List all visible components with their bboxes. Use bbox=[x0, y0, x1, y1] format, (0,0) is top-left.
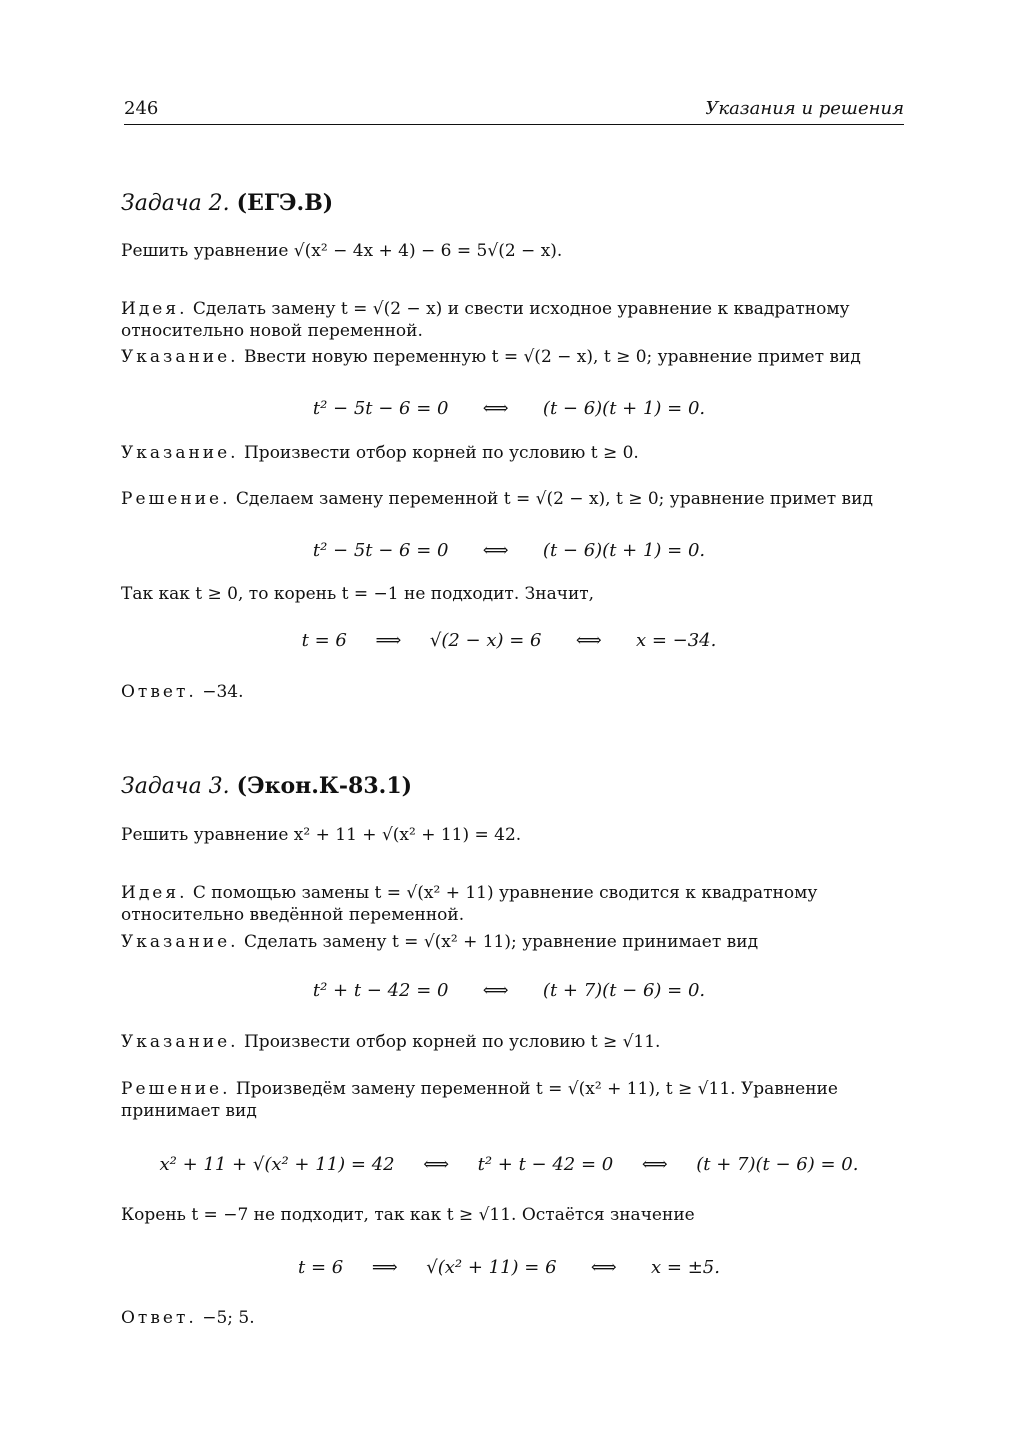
page-header bbox=[124, 98, 904, 125]
problem-2-title bbox=[121, 190, 333, 216]
solution-text: Сделаем замену переменной t = √(2 − x), t ≥ 0; уравнение примет вид bbox=[230, 489, 873, 509]
problem-2-idea bbox=[121, 298, 897, 342]
hint-text: Произвести отбор корней по условию t ≥ 0. bbox=[238, 443, 639, 463]
problem-2-answer bbox=[121, 681, 897, 703]
problem-3-number: Задача 3. bbox=[121, 774, 230, 799]
hint-text: Сделать замену t = √(x² + 11); уравнение принимает вид bbox=[238, 932, 759, 952]
problem-2-final-equation: t = 6 ⟹ √(2 − x) = 6 ⟺ x = −34. bbox=[301, 630, 717, 651]
hint-label: Указание. bbox=[121, 932, 239, 952]
problem-3-hint-1-equation: t² + t − 42 = 0 ⟺ (t + 7)(t − 6) = 0. bbox=[312, 980, 706, 1001]
problem-3-answer bbox=[121, 1307, 897, 1329]
solution-label: Решение. bbox=[121, 489, 231, 509]
idea-label: Идея. bbox=[121, 883, 188, 903]
problem-3-final-equation: t = 6 ⟹ √(x² + 11) = 6 ⟺ x = ±5. bbox=[298, 1257, 720, 1278]
problem-3-hint-2 bbox=[121, 1031, 897, 1053]
idea-text: Сделать замену t = √(2 − x) и свести исходное уравнение к квадратному относительно новой переменной. bbox=[121, 299, 850, 341]
answer-label: Ответ. bbox=[121, 682, 197, 702]
problem-3-idea bbox=[121, 882, 897, 926]
problem-2-since: Так как t ≥ 0, то корень t = −1 не подходит. Значит, bbox=[121, 584, 595, 604]
hint-label: Указание. bbox=[121, 347, 239, 367]
idea-label: Идея. bbox=[121, 299, 188, 319]
problem-3-root: Корень t = −7 не подходит, так как t ≥ √11. Остаётся значение bbox=[121, 1205, 695, 1225]
answer-text: −34. bbox=[196, 682, 244, 702]
problem-3-title bbox=[121, 773, 412, 799]
problem-2-statement: Решить уравнение √(x² − 4x + 4) − 6 = 5√(2 − x). bbox=[121, 241, 563, 261]
solution-label: Решение. bbox=[121, 1079, 231, 1099]
hint-label: Указание. bbox=[121, 443, 239, 463]
problem-2-hint-1-equation: t² − 5t − 6 = 0 ⟺ (t − 6)(t + 1) = 0. bbox=[312, 398, 706, 419]
running-title: Указания и решения bbox=[705, 98, 904, 119]
problem-2-solution-equation: t² − 5t − 6 = 0 ⟺ (t − 6)(t + 1) = 0. bbox=[312, 540, 706, 561]
answer-label: Ответ. bbox=[121, 1308, 197, 1328]
page-number: 246 bbox=[124, 98, 159, 119]
idea-text: С помощью замены t = √(x² + 11) уравнение сводится к квадратному относительно введённой переменной. bbox=[121, 883, 818, 925]
hint-text: Ввести новую переменную t = √(2 − x), t ≥ 0; уравнение примет вид bbox=[238, 347, 861, 367]
answer-text: −5; 5. bbox=[196, 1308, 255, 1328]
problem-3-statement: Решить уравнение x² + 11 + √(x² + 11) = 42. bbox=[121, 825, 522, 845]
problem-2-source: (ЕГЭ.В) bbox=[236, 190, 334, 216]
problem-2-number: Задача 2. bbox=[121, 191, 230, 216]
problem-2-hint-2 bbox=[121, 442, 897, 464]
problem-2-hint-1 bbox=[121, 346, 897, 368]
hint-label: Указание. bbox=[121, 1032, 239, 1052]
problem-3-solution bbox=[121, 1078, 897, 1122]
problem-3-hint-1 bbox=[121, 931, 897, 953]
hint-text: Произвести отбор корней по условию t ≥ √11. bbox=[238, 1032, 661, 1052]
problem-2-solution bbox=[121, 488, 897, 510]
problem-3-source: (Экон.К-83.1) bbox=[236, 773, 413, 799]
problem-3-solution-equation: x² + 11 + √(x² + 11) = 42 ⟺ t² + t − 42 = 0 ⟺ (t + 7)(t − 6) = 0. bbox=[159, 1154, 859, 1175]
solution-text: Произведём замену переменной t = √(x² + 11), t ≥ √11. Уравнение принимает вид bbox=[121, 1079, 838, 1121]
